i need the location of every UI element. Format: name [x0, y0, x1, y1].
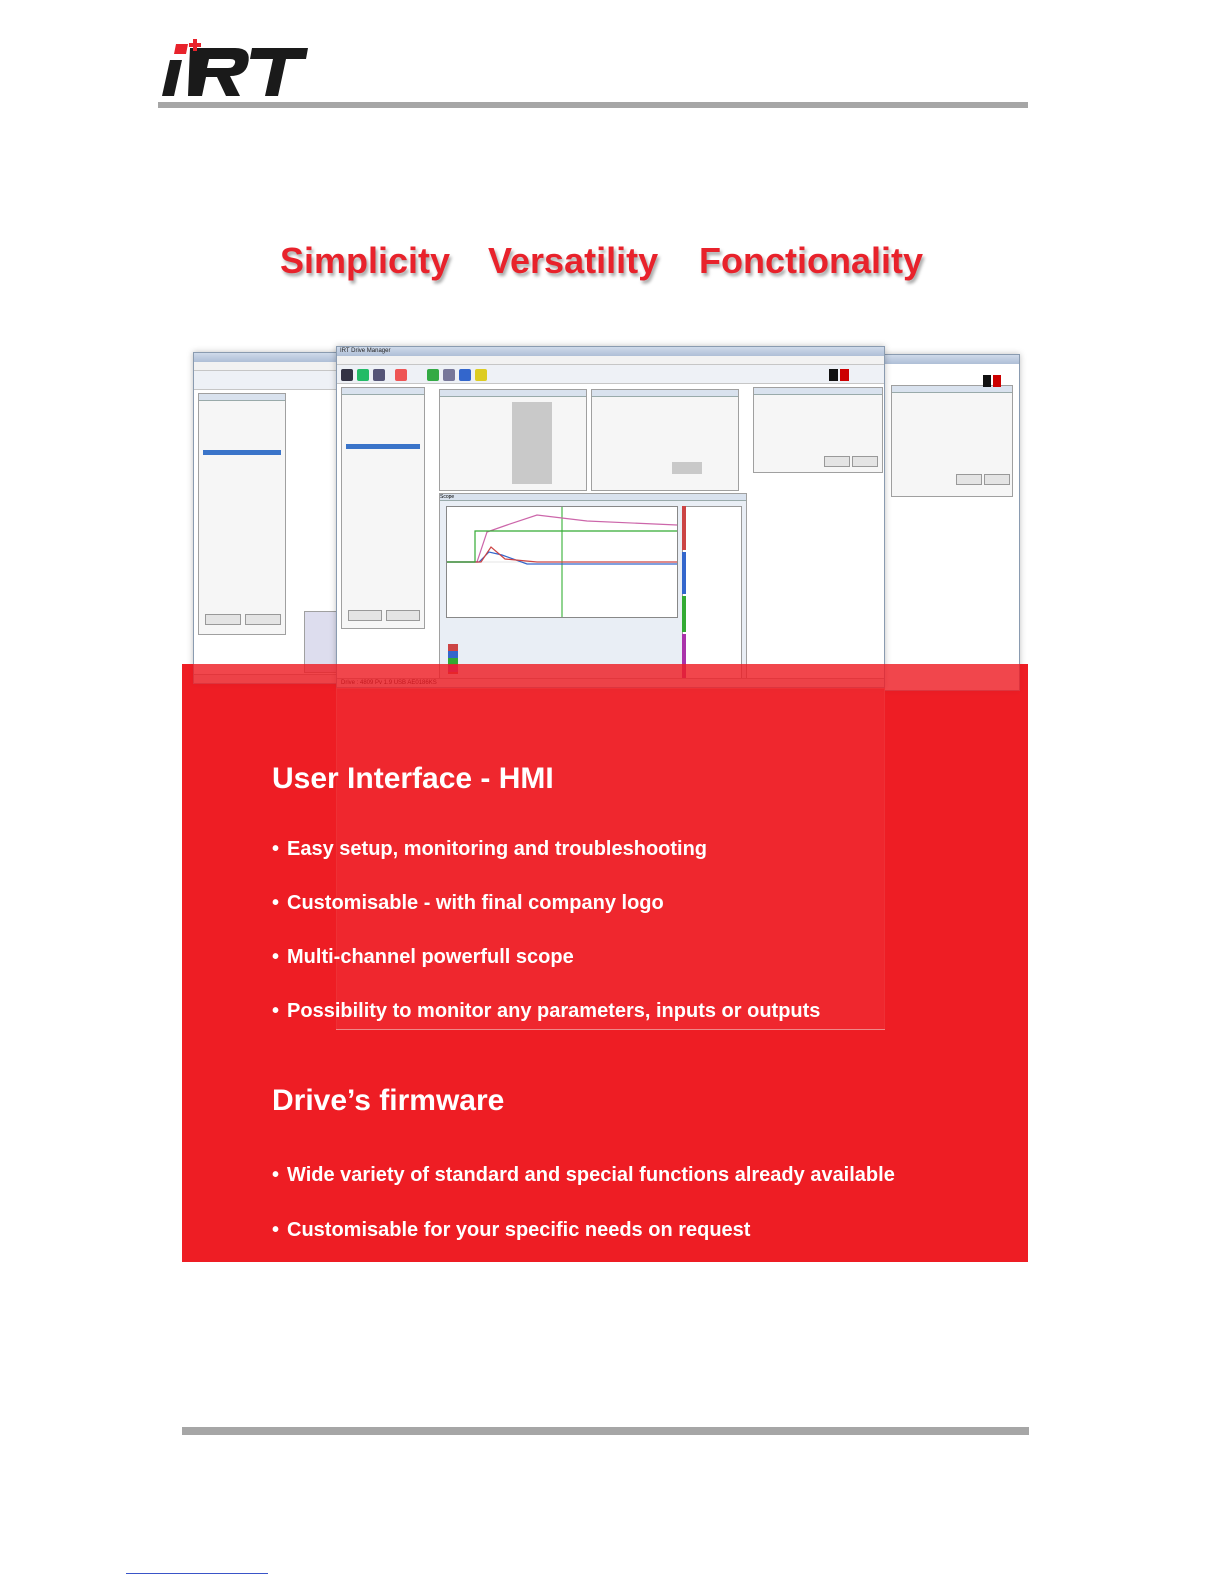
heading-user-interface: User Interface - HMI [272, 762, 554, 795]
group-panel [198, 393, 286, 635]
bullet-monitor-parameters: • Possibility to monitor any parameters, inputs or outputs [272, 1000, 821, 1022]
scope-plot-area [446, 506, 678, 618]
screenshot-window-left [193, 352, 345, 684]
footer-link-underline [126, 1573, 268, 1574]
window-titlebar [194, 353, 344, 362]
auto-speed-command-panel [753, 387, 883, 473]
toolbar [194, 371, 344, 390]
screenshot-window-main [336, 346, 885, 688]
speed-loop-table [591, 389, 739, 491]
scope-window: Scope [439, 493, 747, 685]
tagline-fonctionality: Fonctionality [699, 240, 923, 281]
bullet-multi-channel-scope: • Multi-channel powerfull scope [272, 946, 574, 968]
bullet-standard-functions: • Wide variety of standard and special functions already available [272, 1164, 895, 1186]
bullet-customisable-request: • Customisable for your specific needs on request [272, 1219, 751, 1241]
bottom-rule [182, 1427, 1029, 1435]
bullet-easy-setup: • Easy setup, monitoring and troubleshooting [272, 838, 708, 860]
top-rule [158, 102, 1028, 108]
group-list-panel [341, 387, 425, 629]
main-window-titlebar: IRT Drive Manager [337, 347, 884, 356]
menu-bar [194, 362, 344, 371]
taglines [280, 240, 980, 290]
speed-command-panel [891, 385, 1013, 497]
irt-logo [160, 38, 310, 98]
tagline-simplicity: Simplicity [280, 240, 451, 281]
status-table [439, 389, 587, 491]
heading-drive-firmware: Drive’s firmware [272, 1084, 505, 1117]
bullet-customisable-logo: • Customisable - with final company logo [272, 892, 664, 914]
tagline-versatility: Versatility [488, 240, 659, 281]
screenshot-window-right [884, 354, 1020, 691]
